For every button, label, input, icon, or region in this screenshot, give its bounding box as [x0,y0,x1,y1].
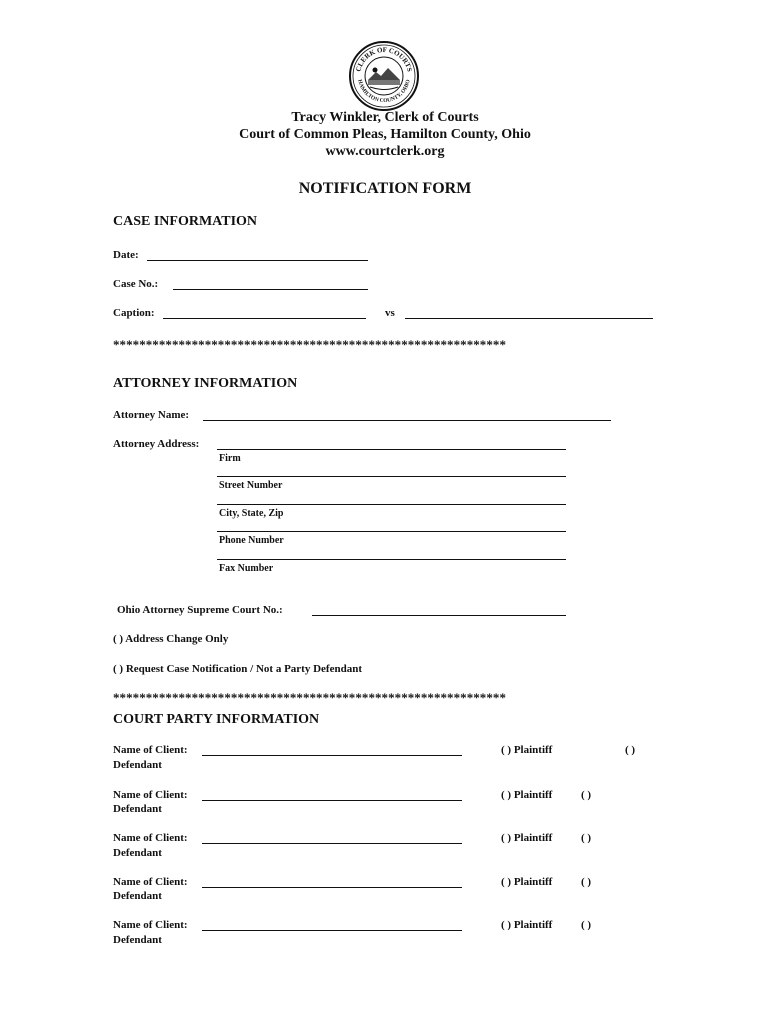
fax-field[interactable] [217,559,566,560]
defendant-label: Defendant [113,759,162,771]
city-state-zip-field[interactable] [217,504,566,505]
plaintiff-option[interactable]: ( ) Plaintiff [501,919,553,931]
defendant-label: Defendant [113,803,162,815]
date-label: Date: [113,249,139,261]
separator: ************************************************************ [113,690,506,705]
vs-label: vs [385,307,395,319]
case-notification-option[interactable]: ( ) Request Case Notification / Not a Party Defendant [113,663,362,675]
attorney-address-label: Attorney Address: [113,438,200,450]
attorney-name-label: Attorney Name: [113,409,190,421]
clerk-name: Tracy Winkler, Clerk of Courts [291,110,479,125]
defendant-label: Defendant [113,934,162,946]
defendant-checkbox[interactable]: ( ) [581,876,592,888]
caption-label: Caption: [113,307,155,319]
street-caption: Street Number [219,480,283,491]
client-name-label: Name of Client: [113,919,188,931]
case-no-field[interactable] [173,289,368,290]
defendant-label: Defendant [113,890,162,902]
plaintiff-option[interactable]: ( ) Plaintiff [501,876,553,888]
case-no-label: Case No.: [113,278,159,290]
defendant-checkbox[interactable]: ( ) [625,744,636,756]
separator: ************************************************************ [113,337,506,352]
client-name-label: Name of Client: [113,789,188,801]
caption-field[interactable] [163,318,366,319]
supreme-court-no-label: Ohio Attorney Supreme Court No.: [117,604,283,616]
plaintiff-option[interactable]: ( ) Plaintiff [501,744,553,756]
caption-vs-field[interactable] [405,318,653,319]
client-name-label: Name of Client: [113,876,188,888]
clerk-of-courts-seal [348,40,420,112]
phone-field[interactable] [217,531,566,532]
client-name-label: Name of Client: [113,832,188,844]
plaintiff-option[interactable]: ( ) Plaintiff [501,789,553,801]
website-link[interactable]: www.courtclerk.org [325,144,445,159]
client-name-field[interactable] [202,887,462,888]
case-info-heading: CASE INFORMATION [113,214,258,229]
supreme-court-no-field[interactable] [312,615,566,616]
defendant-label: Defendant [113,847,162,859]
court-party-heading: COURT PARTY INFORMATION [113,712,320,727]
date-field[interactable] [147,260,368,261]
street-field[interactable] [217,476,566,477]
client-name-field[interactable] [202,843,462,844]
address-change-option[interactable]: ( ) Address Change Only [113,633,229,645]
firm-caption: Firm [219,453,241,464]
client-name-label: Name of Client: [113,744,188,756]
city-state-zip-caption: City, State, Zip [219,508,284,519]
defendant-checkbox[interactable]: ( ) [581,789,592,801]
attorney-info-heading: ATTORNEY INFORMATION [113,376,298,391]
seal-top-text: CLERK OF COURTS [354,45,414,73]
phone-caption: Phone Number [219,535,284,546]
seal-bottom-text: HAMILTON COUNTY, OHIO [356,79,412,105]
attorney-name-field[interactable] [203,420,611,421]
client-name-field[interactable] [202,800,462,801]
court-name: Court of Common Pleas, Hamilton County, Ohio [239,127,531,142]
defendant-checkbox[interactable]: ( ) [581,832,592,844]
client-name-field[interactable] [202,755,462,756]
client-name-field[interactable] [202,930,462,931]
fax-caption: Fax Number [219,563,274,574]
defendant-checkbox[interactable]: ( ) [581,919,592,931]
firm-field[interactable] [217,449,566,450]
plaintiff-option[interactable]: ( ) Plaintiff [501,832,553,844]
form-title: NOTIFICATION FORM [298,180,472,197]
